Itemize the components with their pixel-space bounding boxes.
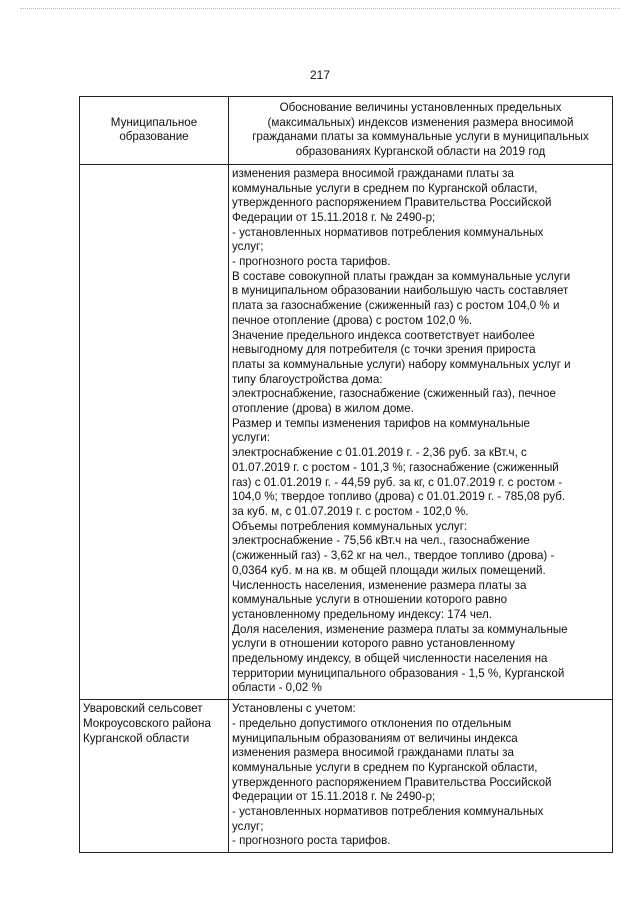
text-line: муниципальным образованиям от величины индекса	[232, 731, 518, 745]
text-line: утвержденного распоряжением Правительства Российской	[232, 196, 552, 210]
text-line: 104,0 %; твердое топливо (дрова) с 01.01.2019 г. - 785,08 руб.	[232, 490, 566, 504]
text-line: услуги в отношении которого равно установленному	[232, 637, 515, 651]
text-line: Курганской области	[83, 731, 190, 745]
text-line: услуг;	[232, 819, 264, 833]
text-line: Объемы потребления коммунальных услуг:	[232, 519, 468, 533]
tariff-table	[79, 96, 613, 853]
text-line: коммунальные услуги в среднем по Курганской области,	[232, 181, 538, 195]
text-line: печное отопление (дрова) с ростом 102,0 %.	[232, 313, 473, 327]
text-line: территории муниципального образования - 1,5 %, Курганской	[232, 666, 565, 680]
text-line: невыгодному для потребителя (с точки зрения прироста	[232, 343, 536, 357]
text-line: электроснабжение, газоснабжение (сжиженный газ), печное	[232, 387, 556, 401]
text-line: 0,0364 куб. м на кв. м общей площади жилых помещений.	[232, 563, 546, 577]
header-municipality: Муниципальное образование	[80, 97, 229, 165]
text-line: (сжиженный газ) - 3,62 кг на чел., твердое топливо (дрова) -	[232, 549, 555, 563]
text-line: предельному индексу, в общей численности населения на	[232, 652, 548, 666]
text-line: Значение предельного индекса соответствует наиболее	[232, 328, 535, 342]
text-line: - прогнозного роста тарифов.	[232, 834, 391, 848]
text-line: в муниципальном образовании наибольшую часть составляет	[232, 284, 569, 298]
text-line: Уваровский сельсовет	[83, 702, 203, 716]
text-line: - предельно допустимого отклонения по отдельным	[232, 716, 512, 730]
header-justification: Обоснование величины установленных предельных (максимальных) индексов изменения размера вносимой гражданами платы за коммунальные услуги в муниципальных образованиях Курганской области на 2019 год	[229, 97, 613, 165]
text-line: газ) с 01.01.2019 г. - 44,59 руб. за кг, с 01.07.2019 г. с ростом -	[232, 475, 563, 489]
justification-cell	[229, 700, 613, 853]
text-line: В составе совокупной платы граждан за коммунальные услуги	[232, 269, 571, 283]
table-header-row	[80, 97, 613, 165]
text-line: услуг;	[232, 240, 264, 254]
text-line: электроснабжение - 75,56 кВт.ч на чел., газоснабжение	[232, 534, 530, 548]
text-line: - установленных нормативов потребления коммунальных	[232, 805, 544, 819]
text-line: Численность населения, изменение размера платы за	[232, 578, 527, 592]
text-line: плата за газоснабжение (сжиженный газ) с ростом 104,0 % и	[232, 299, 560, 313]
text-line: 01.07.2019 г. с ростом - 101,3 %; газоснабжение (сжиженный	[232, 460, 559, 474]
text-line: изменения размера вносимой гражданами платы за	[232, 166, 514, 180]
text-line: типу благоустройства дома:	[232, 372, 383, 386]
text-line: Федерации от 15.11.2018 г. № 2490-р;	[232, 210, 436, 224]
text-line: - прогнозного роста тарифов.	[232, 255, 391, 269]
table-row	[80, 164, 613, 699]
text-line: Размер и темпы изменения тарифов на коммунальные	[232, 416, 530, 430]
text-line: платы за коммунальные услуги) набору коммунальных услуг и	[232, 357, 571, 371]
scan-top-edge	[20, 8, 620, 10]
text-line: - установленных нормативов потребления коммунальных	[232, 225, 544, 239]
text-line: Доля населения, изменение размера платы за коммунальные	[232, 622, 568, 636]
text-line: услуги:	[232, 431, 270, 445]
justification-cell	[229, 164, 613, 699]
text-line: отопление (дрова) в жилом доме.	[232, 402, 414, 416]
text-line: изменения размера вносимой гражданами платы за	[232, 746, 514, 760]
text-line: за куб. м, с 01.07.2019 г. с ростом - 102,0 %.	[232, 504, 469, 518]
municipality-cell	[80, 164, 229, 699]
text-line: Федерации от 15.11.2018 г. № 2490-р;	[232, 790, 436, 804]
text-line: коммунальные услуги в отношении которого равно	[232, 593, 508, 607]
text-line: установленному предельному индексу: 174 чел.	[232, 607, 492, 621]
text-line: Установлены с учетом:	[232, 702, 356, 716]
municipality-cell	[80, 700, 229, 853]
page-number: 217	[309, 68, 331, 82]
text-line: утвержденного распоряжением Правительства Российской	[232, 775, 552, 789]
text-line: электроснабжение с 01.01.2019 г. - 2,36 руб. за кВт.ч, с	[232, 446, 527, 460]
table-row	[80, 700, 613, 853]
text-line: коммунальные услуги в среднем по Курганской области,	[232, 760, 538, 774]
text-line: Мокроусовского района	[83, 716, 211, 730]
text-line: области - 0,02 %	[232, 681, 322, 695]
